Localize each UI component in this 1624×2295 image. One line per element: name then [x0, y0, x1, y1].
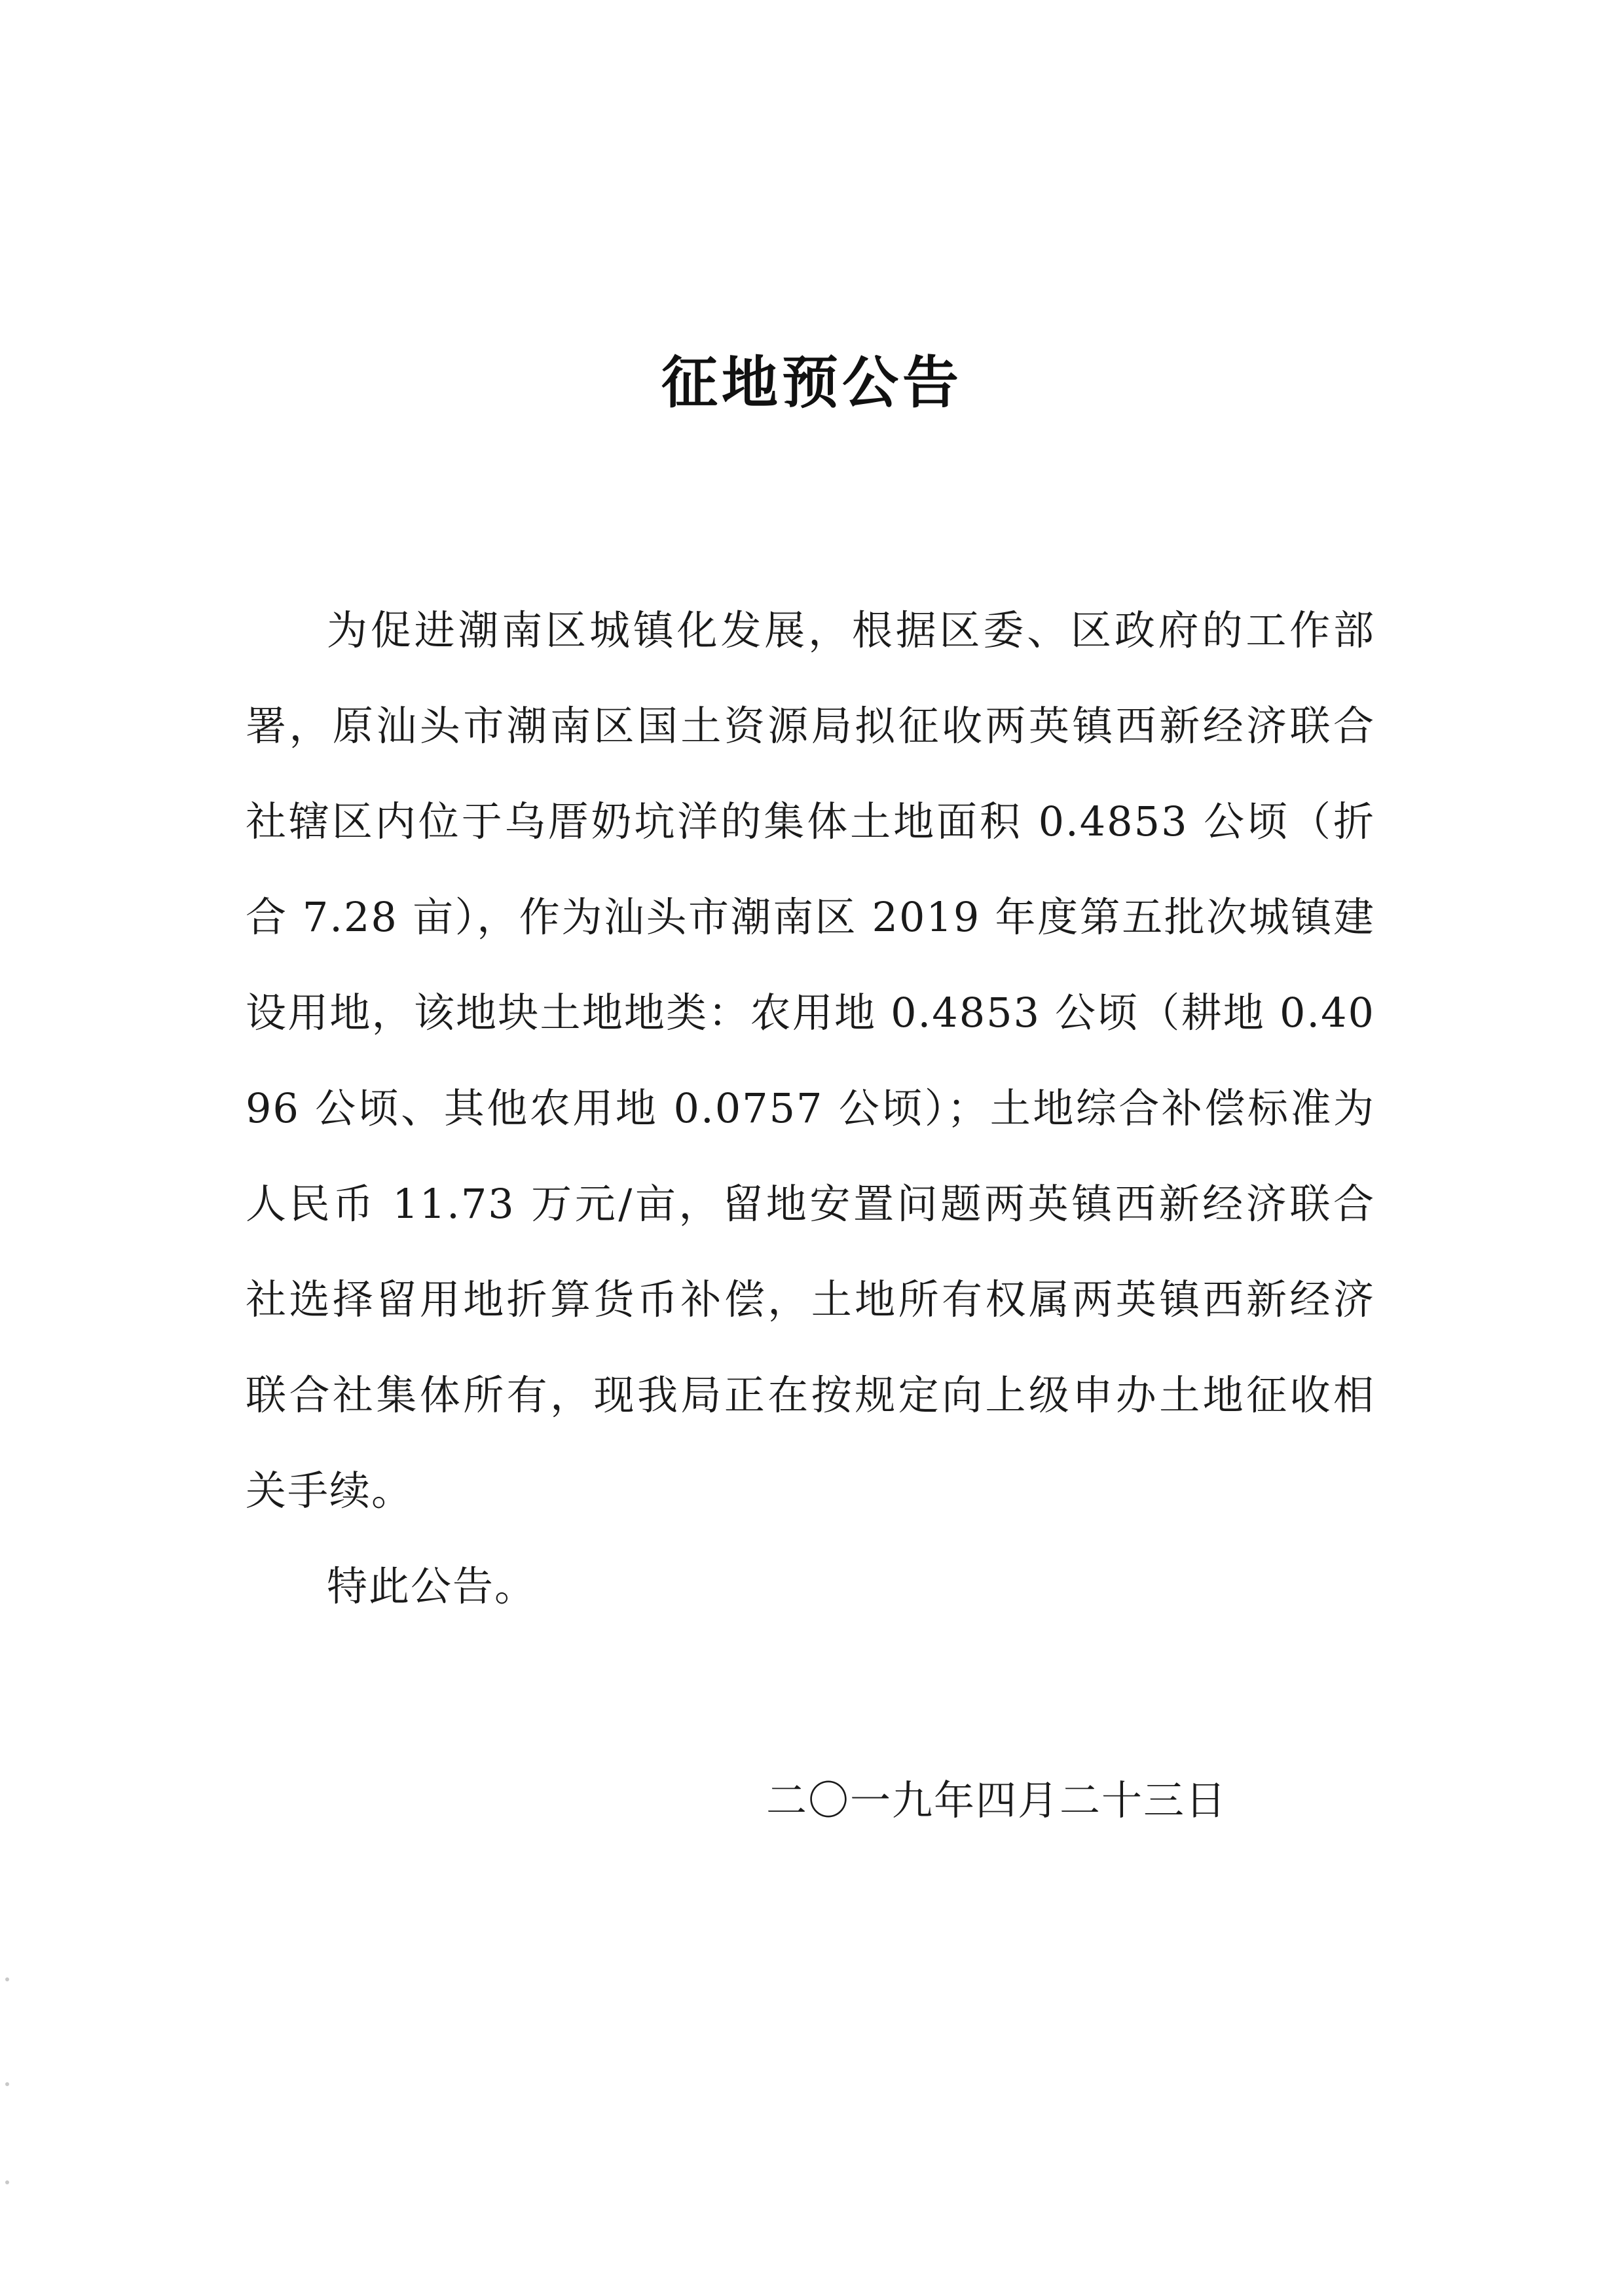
- closing-statement: 特此公告。: [327, 1562, 537, 1610]
- scan-speck: [5, 1977, 9, 1981]
- document-date: 二〇一九年四月二十三日: [766, 1776, 1228, 1824]
- body-paragraph: 为促进潮南区城镇化发展，根据区委、区政府的工作部署，原汕头市潮南区国土资源局拟征收两英镇西新经济联合社辖区内位于乌厝奶坑洋的集体土地面积 0.4853 公顷（折合 7.28 亩），作为汕头市潮南区 2019 年度第五批次城镇建设用地，该地块土地地类：农用地 0.4853 公顷（耕地 0.4096 公顷、其他农用地 0.0757 公顷）；土地综合补偿标准为人民币 11.73 万元/亩，留地安置问题两英镇西新经济联合社选择留用地折算货币补偿，土地所有权属两英镇西新经济联合社集体所有，现我局正在按规定向上级申办土地征收相关手续。: [246, 606, 1375, 1515]
- scan-speck: [5, 2082, 9, 2086]
- document-body: [246, 583, 1375, 1634]
- document-title: 征地预公告: [661, 350, 963, 416]
- scan-speck: [5, 2180, 9, 2184]
